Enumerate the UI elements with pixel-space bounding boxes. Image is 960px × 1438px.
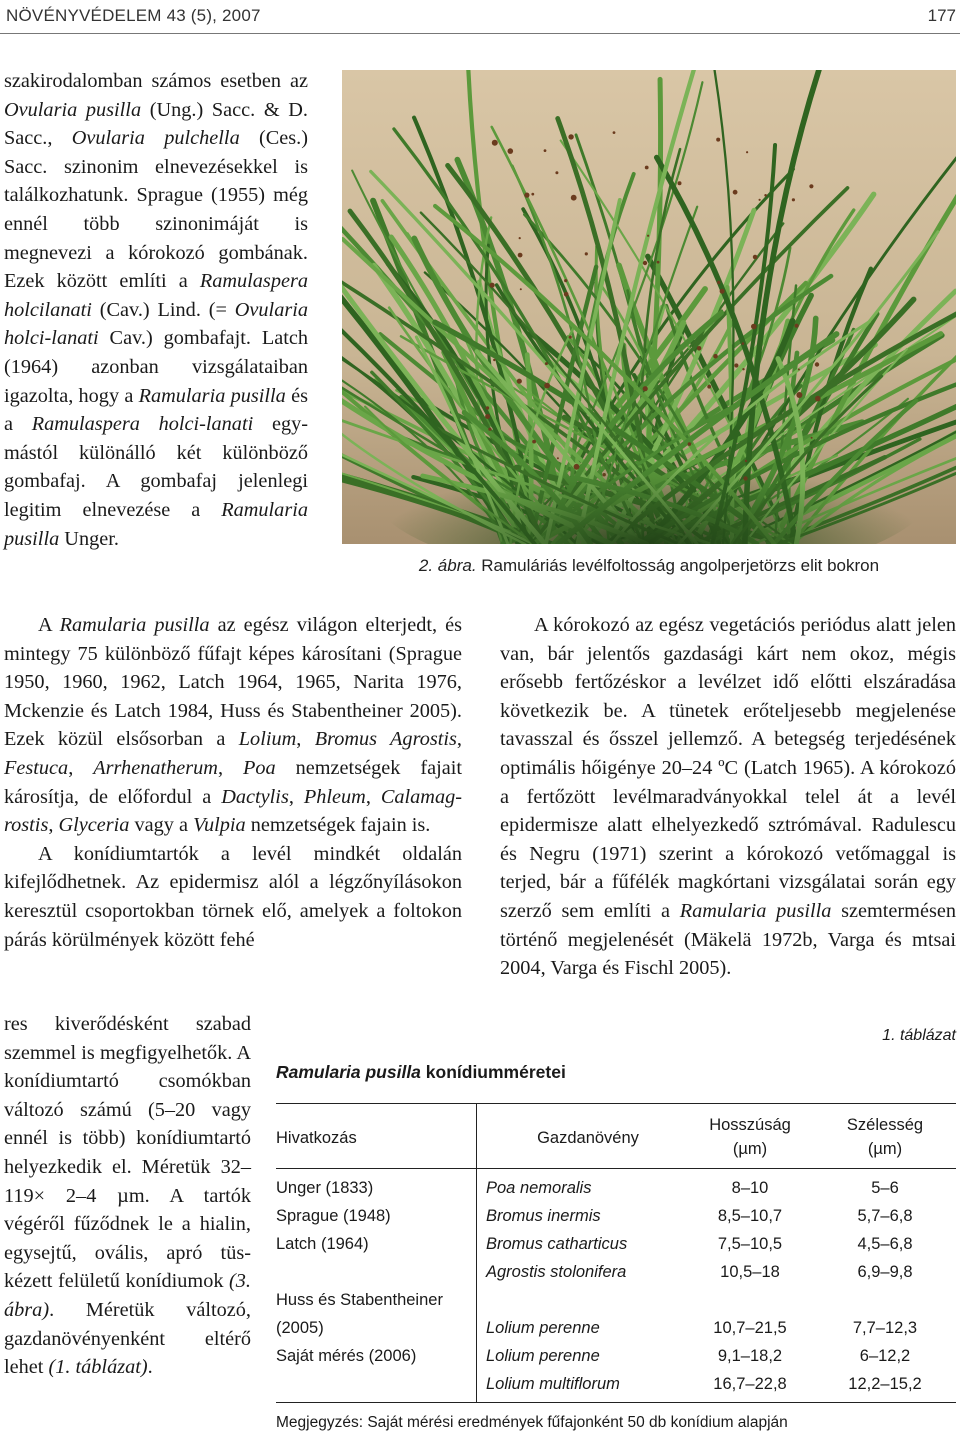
leaf-spot <box>493 359 495 361</box>
leaf-spot <box>569 336 572 339</box>
text-run: egymástól különálló két különböző gombafaj. A gombafaj jelenlegi legitim elnevezése a <box>4 413 308 521</box>
italic-term: Festuca <box>4 756 69 779</box>
table-title-species: Ramularia pusilla <box>276 1062 421 1082</box>
right-column-text <box>500 611 956 983</box>
page-number: 177 <box>927 6 956 25</box>
page-header <box>6 4 956 26</box>
italic-term: (3. ábra) <box>4 1270 251 1321</box>
leaf-spot <box>486 406 490 410</box>
italic-term: Poa <box>243 756 276 779</box>
leaf-spot <box>490 283 495 288</box>
leaf-spot <box>544 149 547 152</box>
text-run: és a <box>4 384 308 436</box>
leaf-spot <box>524 193 529 198</box>
italic-term: Ramulaspera holcilanati <box>4 270 308 321</box>
leaf-spot <box>555 171 558 174</box>
text-run: . <box>147 1356 153 1379</box>
leaf-spot <box>809 184 813 188</box>
left-column-mid-text <box>4 611 462 954</box>
text-run: , <box>288 785 304 808</box>
text-run: , <box>217 756 243 779</box>
table-cell-reference: Latch (1964) <box>276 1235 369 1253</box>
figure-caption <box>342 556 956 578</box>
leaf-spot <box>645 166 649 170</box>
text-run: . Méretük változó, gazdanövényenként eltérő lehet <box>4 1298 251 1379</box>
table-cell-length: 9,1–18,2 <box>717 1347 783 1365</box>
table-cell-host: Lolium perenne <box>486 1347 600 1365</box>
leaf-spot <box>796 392 802 398</box>
italic-term: Ovularia pusilla <box>4 98 142 121</box>
leaf-spot <box>517 379 522 384</box>
leaf-spot <box>564 279 567 282</box>
italic-term: Ramulaspera holci-lanati <box>31 413 254 436</box>
leaf-spot <box>643 386 648 391</box>
header-length-unit: (µm) <box>732 1140 768 1158</box>
table-cell-width: 4,5–6,8 <box>857 1235 913 1253</box>
table-cell-length: 10,7–21,5 <box>713 1319 787 1337</box>
leaf-spot <box>643 261 647 265</box>
leaf-spot <box>657 261 660 264</box>
leaf-spot <box>613 131 616 134</box>
italic-term: Ramularia pusilla <box>59 614 210 636</box>
table-cell-width: 6,9–9,8 <box>857 1263 913 1281</box>
left-column-bottom-text <box>4 1010 251 1382</box>
text-run: (Ung.) Sacc. & D. Sacc., <box>4 98 308 150</box>
italic-term: Vulpia <box>193 814 246 837</box>
table-title <box>276 1062 566 1083</box>
leaf-spot <box>568 134 573 139</box>
italic-term: Ramularia pusilla <box>4 498 308 550</box>
leaf-spot <box>531 193 534 196</box>
italic-term: Ovularia pulchella <box>71 127 240 150</box>
header-host-plant: Gazdanövény <box>537 1129 639 1147</box>
leaf-spot <box>759 199 761 201</box>
figure-caption-text: Ramuláriás levélfoltosság angolperjetörzs elit bokron <box>476 556 880 575</box>
table-cell-host: Bromus catharticus <box>486 1235 628 1253</box>
italic-term: Lolium <box>238 728 297 751</box>
text-run: res kiverődésként szabad szemmel is megfigyelhetők. A konídiumtartó csomókban változó számú (5–20 vagy ennél is több) konídiumtartó helyezkedik el. Méretük 32–119× 2–4 µm. A tartók végéről fűződnek le a hialin, egysejtű, ovális, apró tüskézett felületű konídiumok <box>4 1013 251 1293</box>
header-width-unit: (µm) <box>867 1140 903 1158</box>
leaf-spot <box>792 198 795 201</box>
table-cell-length: 10,5–18 <box>720 1263 780 1281</box>
paragraph-synonyms <box>4 67 308 553</box>
table-cell-reference: Saját mérés (2006) <box>276 1347 417 1365</box>
table-number: 1. táblázat <box>882 1027 956 1044</box>
table-cell-host: Lolium perenne <box>486 1319 600 1337</box>
leaf-spot <box>764 194 767 197</box>
leaf-spot <box>720 289 725 294</box>
header-reference: Hivatkozás <box>276 1129 357 1147</box>
leaf-spot <box>815 362 819 366</box>
leaf-spot <box>717 281 720 284</box>
leaf-spot <box>746 151 748 153</box>
leaf-spot <box>697 346 702 351</box>
text-run: az egész világon elterjedt, és mintegy 75 különböző fűfajt képes károsítani (Sprague 1950, 1960, 1962, Latch 1964, 1965, Narita 1976, Mckenzie és Latch 1984, Huss és Stabentheiner 2005). Ezek közül elsősorban a <box>4 614 462 751</box>
text-run: (Cav.) Lind. (= <box>91 298 235 321</box>
table-cell-width: 6–12,2 <box>859 1347 911 1365</box>
journal-title: NÖVÉNYVÉDELEM 43 (5), 2007 <box>6 6 261 25</box>
table-cell-host: Agrostis stolonifera <box>486 1263 627 1281</box>
leaf-spot <box>733 190 738 195</box>
table-cell-length: 16,7–22,8 <box>713 1375 787 1393</box>
text-run: A kórokozó az egész vegetációs periódus alatt jelen van, bár jelentős gazdasági kárt nem okoz, mégis erősebb fertőzéskor a levélzet idő előtti elszáradása következik be. A tünetek erőteljesebb megjelenése tavasszal és ősszel jellemző. A betegség terjedésének optimális hőigénye 20–24 ºC (Latch 1965). A kórokozó a fertőzött levélmaradványokkal telel át a levél epidermisze alatt elhelyezkedő sztrómával. Radulescu és Negru (1971) szerint a kórokozó vetőmaggal is terjed, bár a fűfélék magkórtani vizsgálatai során egy szerző sem említi a <box>500 614 956 922</box>
leaf-spot <box>742 368 744 370</box>
text-run: nemzetségek fajait károsítja, de előfordul a <box>4 756 463 808</box>
table-cell-host: Poa nemoralis <box>486 1179 592 1197</box>
leaf-spot <box>753 255 758 260</box>
leaf-spot <box>585 252 588 255</box>
leaf-spot <box>571 195 577 201</box>
text-run: vagy a <box>129 814 194 837</box>
paragraph-symptoms <box>500 611 956 983</box>
text-run: szakirodalomban számos esetben az <box>4 70 308 92</box>
leaf-spot <box>564 292 569 297</box>
italic-term: Bromus Agrostis <box>314 728 457 751</box>
table-note: Megjegyzés: Saját mérési eredmények fűfajonként 50 db konídium alapján <box>276 1414 788 1431</box>
table-cell-host: Lolium multiflorum <box>486 1375 620 1393</box>
grass-photo <box>342 70 956 544</box>
table-cell-length: 8–10 <box>731 1179 769 1197</box>
leaf-spot <box>734 363 738 367</box>
leaf-spot <box>544 383 550 389</box>
text-run: , <box>296 728 315 751</box>
leaf-spot <box>798 369 800 371</box>
leaf-spot <box>742 342 745 345</box>
italic-term: Phleum <box>303 785 366 808</box>
left-column-top-text <box>4 67 308 553</box>
leaf-spot <box>751 324 757 330</box>
leaf-spot <box>707 385 711 389</box>
text-run: , <box>48 814 59 837</box>
italic-term: Dactylis <box>221 785 289 808</box>
paragraph-conidia <box>4 1010 251 1382</box>
italic-term: Ovularia holci-lanati <box>4 298 308 350</box>
table-header-rule <box>276 1168 956 1169</box>
header-length: Hosszúság <box>709 1116 791 1134</box>
leaf-spot <box>716 138 720 142</box>
leaf-spot <box>678 181 682 185</box>
paragraph-distribution <box>4 611 462 840</box>
leaf-spot <box>815 396 821 402</box>
header-rule <box>0 33 960 34</box>
italic-term: Glyceria <box>58 814 130 837</box>
text-run: szemtermésen történő megjelenését (Mäkelä 1972b, Varga és mtsai 2004, Varga és Fischl 2005). <box>500 899 956 980</box>
italic-term: (1. táblázat) <box>48 1356 148 1379</box>
text-run: , <box>456 728 462 751</box>
leaf-spot <box>518 253 523 258</box>
text-run: , <box>365 785 381 808</box>
italic-term: Arrhenatherum <box>93 756 218 779</box>
table-cell-reference: Huss és Stabentheiner <box>276 1291 443 1309</box>
header-width: Szélesség <box>846 1116 924 1134</box>
table-cell-reference: (2005) <box>276 1319 324 1337</box>
table-cell-host: Bromus inermis <box>486 1207 601 1225</box>
text-run: A <box>38 614 60 636</box>
leaf-spot <box>647 235 649 237</box>
grass-tuft-image <box>342 70 956 544</box>
table-cell-width: 12,2–15,2 <box>848 1375 922 1393</box>
leaf-spot <box>713 354 718 359</box>
leaf-spot <box>508 148 514 154</box>
table-bottom-rule <box>276 1402 956 1403</box>
text-run: Cav.) gombafajt. Latch (1964) azonban vizsgálataiban igazolta, hogy a <box>4 327 308 407</box>
table-cell-width: 5,7–6,8 <box>857 1207 913 1225</box>
text-run: Unger. <box>59 527 119 550</box>
table-cell-length: 8,5–10,7 <box>717 1207 783 1225</box>
table-cell-length: 7,5–10,5 <box>717 1235 783 1253</box>
table-title-rest: konídiumméretei <box>420 1062 566 1082</box>
table-cell-reference: Unger (1833) <box>276 1179 374 1197</box>
italic-term: Calamagrostis <box>4 785 462 837</box>
paragraph-conidiophores: A konídiumtartók a levél mindkét oldalán kifejlődhetnek. Az epidermisz alól a légzőnyílásokon keresztül csoportokban törnek elő, amelyek a foltokon párás körülmények között fehé <box>4 842 462 951</box>
leaf-spot <box>545 362 548 365</box>
table-top-rule <box>276 1103 956 1104</box>
italic-term: Ramularia pusilla <box>138 384 286 407</box>
text-run: nemzetségek fajain is. <box>245 814 431 837</box>
table-cell-width: 5–6 <box>871 1179 899 1197</box>
italic-term: Ramularia pusilla <box>679 899 832 922</box>
table-cell-width: 7,7–12,3 <box>852 1319 918 1337</box>
leaf-spot <box>520 288 522 290</box>
figure-label: 2. ábra. <box>418 556 477 575</box>
leaf-spot <box>795 324 799 328</box>
leaf-spot <box>492 140 498 146</box>
text-run: (Ces.) Sacc. szinonim elnevezésekkel is találkozhatunk. Sprague (1955) még ennél több szinonimáját is megnevezi a kórokozó gombának. Ezek között említi a <box>4 127 309 293</box>
leaf-spot <box>519 237 521 239</box>
table-cell-reference: Sprague (1948) <box>276 1207 391 1225</box>
text-run: , <box>68 756 94 779</box>
